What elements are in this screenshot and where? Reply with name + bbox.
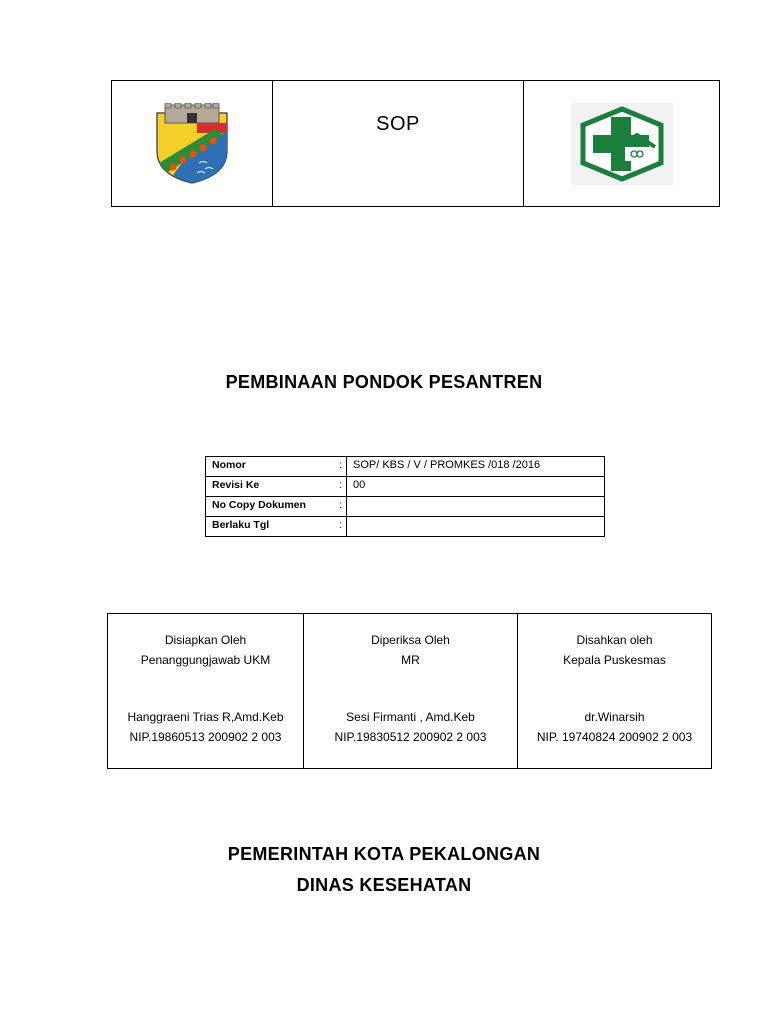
info-colon: : — [339, 479, 342, 491]
signature-role: Diperiksa Oleh — [371, 633, 450, 647]
info-colon: : — [339, 459, 342, 471]
document-title: PEMBINAAN PONDOK PESANTREN — [225, 372, 543, 392]
info-label-cell — [206, 497, 347, 517]
info-value — [347, 497, 605, 517]
signature-nip: NIP. 19740824 200902 2 003 — [536, 730, 693, 744]
info-row-nomor — [206, 457, 605, 477]
signature-column-approved — [518, 614, 711, 768]
info-label: No Copy Dokumen — [212, 499, 306, 511]
signature-column-prepared — [108, 614, 304, 768]
info-label-cell — [206, 477, 347, 497]
puskesmas-logo-icon — [571, 103, 673, 185]
signature-nip: NIP.19860513 200902 2 003 — [129, 730, 282, 744]
footer-government: PEMERINTAH KOTA PEKALONGAN — [227, 844, 541, 864]
header-box — [111, 80, 720, 207]
signature-position: MR — [401, 653, 420, 667]
sop-title: SOP — [376, 113, 420, 135]
info-label-cell — [206, 457, 347, 477]
info-value — [347, 517, 605, 537]
info-row-berlaku — [206, 517, 605, 537]
header-title-cell — [273, 81, 524, 206]
signature-role: Disiapkan Oleh — [164, 633, 247, 647]
info-value: SOP/ KBS / V / PROMKES /018 /2016 — [347, 457, 605, 477]
info-label: Berlaku Tgl — [212, 519, 270, 531]
info-label: Revisi Ke — [212, 479, 260, 491]
info-label: Nomor — [212, 459, 246, 471]
left-logo-cell — [112, 81, 273, 206]
signature-name: Hanggraeni Trias R,Amd.Keb — [127, 710, 284, 724]
info-row-revisi — [206, 477, 605, 497]
right-logo-cell — [524, 81, 719, 206]
signature-name: dr.Winarsih — [584, 710, 645, 724]
footer-department: DINAS KESEHATAN — [296, 875, 472, 895]
signature-position: Kepala Puskesmas — [563, 653, 666, 667]
info-row-copy — [206, 497, 605, 517]
signature-name: Sesi Firmanti , Amd.Keb — [346, 710, 475, 724]
signature-table — [107, 613, 712, 769]
signature-position: Penanggungjawab UKM — [140, 653, 271, 667]
document-info-table — [205, 456, 605, 537]
info-value: 00 — [347, 477, 605, 497]
info-label-cell — [206, 517, 347, 537]
city-emblem-icon — [153, 103, 231, 185]
info-colon: : — [339, 519, 342, 531]
info-colon: : — [339, 499, 342, 511]
signature-column-checked — [304, 614, 518, 768]
signature-nip: NIP.19830512 200902 2 003 — [334, 730, 487, 744]
signature-role: Disahkan oleh — [576, 633, 653, 647]
